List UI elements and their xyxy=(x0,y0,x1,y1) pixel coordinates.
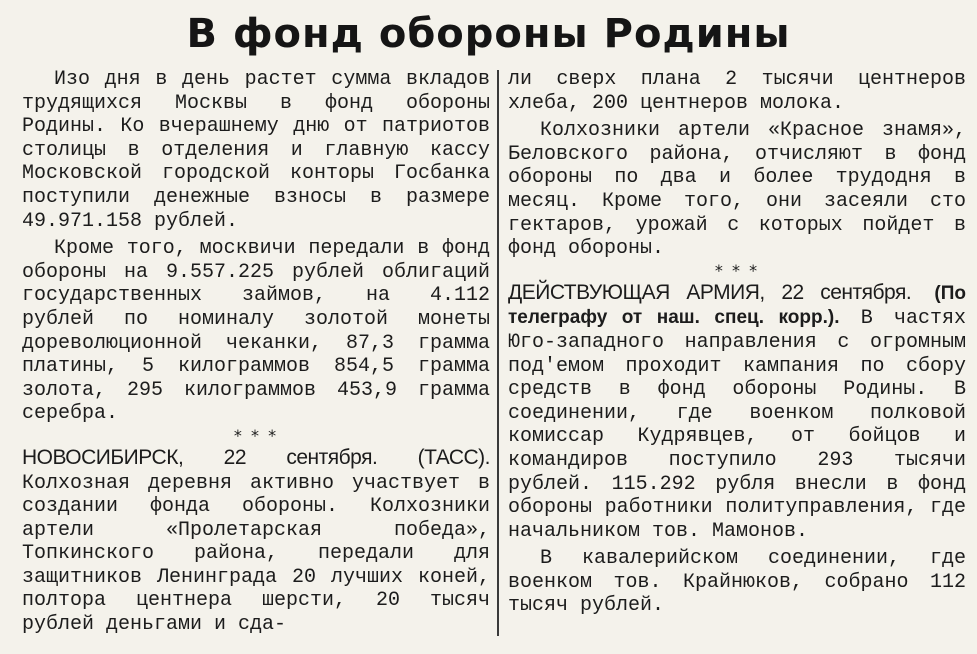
moscow-paragraph: Изо дня в день растет сумма вкладов трудящихся Москвы в фонд обороны Родины. Ко вчерашнему дню от патриотов столицы в отделения и главную кассу Московской городской конторы Госбанка поступили денежные взносы в размере 49.971.158 рублей. xyxy=(22,68,490,233)
headline: В фонд обороны Родины xyxy=(186,11,791,57)
continued-paragraph: ли сверх плана 2 тысячи центнеров хлеба, 200 центнеров молока. xyxy=(508,68,966,115)
left-column xyxy=(22,68,490,641)
army-text: В частях Юго-западного направления с огромным под'емом проходит кампания по сбору средств в фонд обороны Родины. В соединении, где военком полковой комиссар Кудрявцев, от бойцов и командиров поступило 293 тысячи рублей. 115.292 рубля внесли в фонд обороны работники политуправления, где начальником тов. Мамонов. xyxy=(508,307,967,543)
army-dateline: ДЕЙСТВУЮЩАЯ АРМИЯ, 22 сентября. xyxy=(508,280,912,304)
red-banner-paragraph: Колхозники артели «Красное знамя», Беловского района, отчисляют в фонд обороны по два и более трудодня в месяц. Кроме того, они засеяли сто гектаров, урожай с которых пойдет в фонд обороны. xyxy=(508,119,966,261)
novosibirsk-dateline: НОВОСИБИРСК, 22 сентября. (ТАСС). xyxy=(22,445,490,469)
column-divider xyxy=(497,70,499,636)
cavalry-paragraph: В кавалерийском соединении, где военком тов. Крайнюков, собрано 112 тысяч рублей. xyxy=(508,547,966,618)
army-paragraph xyxy=(508,281,966,544)
novosibirsk-paragraph xyxy=(22,446,490,637)
novosibirsk-text: Колхозная деревня активно участвует в создании фонда обороны. Колхозники артели «Пролетарская победа», Топкинского района, передали для защитников Ленинграда 20 лучших коней, полтора центнера шерсти, 20 тысяч рублей деньгами и сда- xyxy=(22,471,490,637)
right-column xyxy=(508,68,966,622)
moscow-bonds-paragraph: Кроме того, москвичи передали в фонд обороны на 9.557.225 рублей облигаций государственных займов, на 4.112 рублей по номиналу золотой монеты дореволюционной чеканки, 87,3 грамма платины, 5 килограммов 854,5 грамма золота, 295 килограммов 453,9 грамма серебра. xyxy=(22,237,490,426)
section-separator: * * * xyxy=(233,425,279,445)
section-separator: * * * xyxy=(714,260,760,280)
army-byline: (По телеграфу от наш. спец. корр.). xyxy=(508,282,966,329)
